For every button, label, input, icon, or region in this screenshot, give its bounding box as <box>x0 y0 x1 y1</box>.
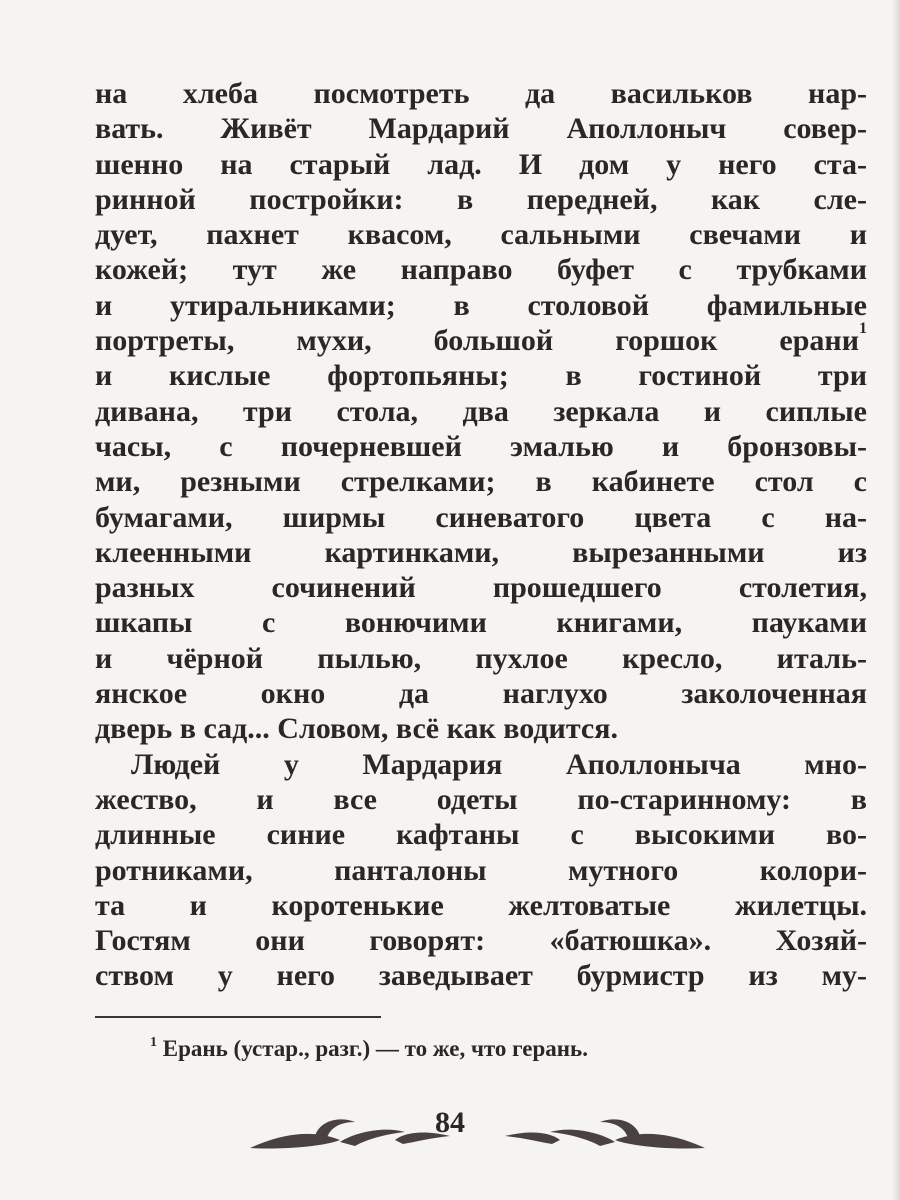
text-line: ротниками, панталоны мутного колори- <box>95 853 867 887</box>
text-line: и чёрной пылью, пухлое кресло, италь- <box>95 641 867 675</box>
text-line: ринной постройки: в передней, как сле- <box>95 182 867 216</box>
text-line: жество, и все одеты по-старинному: в <box>95 782 867 816</box>
text-line: часы, с почерневшей эмалью и бронзовы- <box>95 429 867 463</box>
text-line: бумагами, ширмы синеватого цвета с на- <box>95 500 867 534</box>
text-line: та и коротенькие желтоватые жилетцы. <box>95 888 867 922</box>
text-line <box>95 320 867 358</box>
text-line: ством у него заведывает бурмистр из му- <box>95 959 867 993</box>
text-line: Людей у Мардария Аполлоныча мно- <box>131 747 867 781</box>
footnote-marker: 1 <box>150 1035 157 1050</box>
footnote-reference: 1 <box>859 320 867 338</box>
text-line: кожей; тут же направо буфет с трубками <box>95 253 867 287</box>
text-line: шенно на старый лад. И дом у него ста- <box>95 147 867 181</box>
text-line: вать. Живёт Мардарий Аполлоныч совер- <box>95 112 867 146</box>
page-edge-shadow <box>892 0 900 1200</box>
text-line: длинные синие кафтаны с высокими во- <box>95 818 867 852</box>
body-text <box>95 76 867 994</box>
text-line: и кислые фортопьяны; в гостиной три <box>95 359 867 393</box>
text-line: янское окно да наглухо заколоченная <box>95 677 867 711</box>
text-line: на хлеба посмотреть да васильков нар- <box>95 77 867 110</box>
text-line: ми, резными стрелками; в кабинете стол с <box>95 465 867 499</box>
text-line: шкапы с вонючими книгами, пауками <box>95 606 867 640</box>
footnote <box>150 1036 588 1062</box>
text-line: дверь в сад... Словом, всё как водится. <box>95 712 618 746</box>
footnote-text: Ерань (устар., разг.) — то же, что герань. <box>162 1036 588 1061</box>
text-line: разных сочинений прошедшего столетия, <box>95 571 867 605</box>
text-line: Гостям они говорят: «батюшка». Хозяй- <box>95 924 867 958</box>
text-line: и утиральниками; в столовой фамильные <box>95 288 867 322</box>
page-number: 84 <box>435 1106 465 1139</box>
text-line-content: портреты, мухи, большой горшок ерани <box>95 324 859 358</box>
footnote-divider <box>95 1016 381 1018</box>
text-line: дивана, три стола, два зеркала и сиплые <box>95 394 867 428</box>
text-line: клеенными картинками, вырезанными из <box>95 535 867 569</box>
right-ornament-icon <box>500 1112 710 1152</box>
text-line: дует, пахнет квасом, сальными свечами и <box>95 218 867 252</box>
